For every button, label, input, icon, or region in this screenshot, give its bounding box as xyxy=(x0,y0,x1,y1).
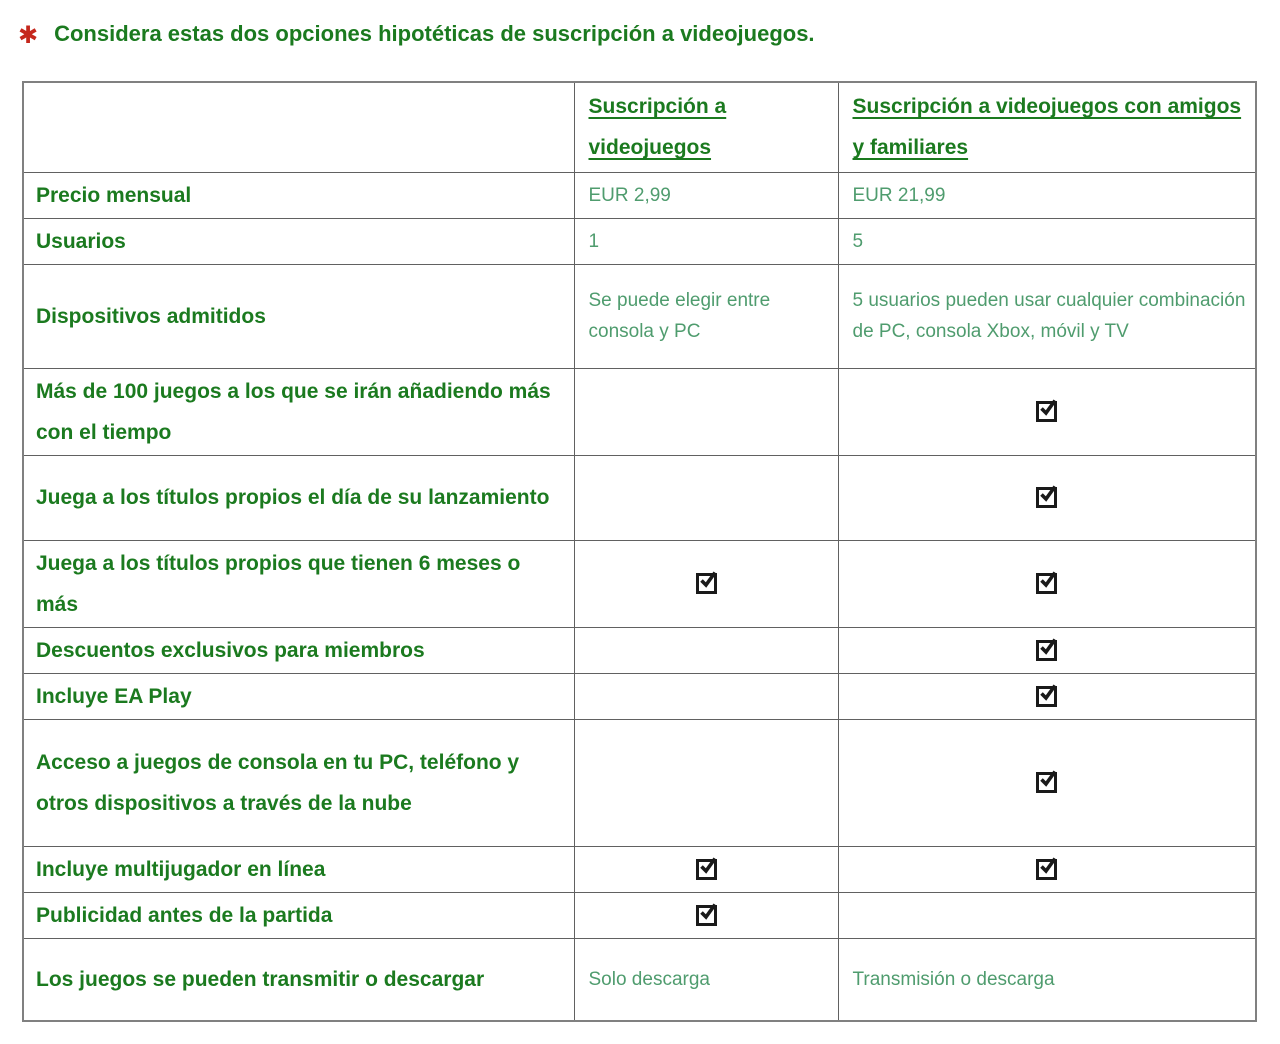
table-row xyxy=(23,846,1256,892)
plan1-cell xyxy=(574,540,838,627)
checked-checkbox-icon xyxy=(1036,859,1057,880)
checked-checkbox-icon xyxy=(696,573,717,594)
row-label: Usuarios xyxy=(23,218,574,264)
plan2-cell xyxy=(838,719,1256,846)
required-asterisk-icon: ✱ xyxy=(18,22,39,49)
plan1-cell xyxy=(574,455,838,540)
plan1-column-header: Suscripción a videojuegos xyxy=(574,82,838,172)
plan1-cell: 1 xyxy=(574,218,838,264)
checked-checkbox-icon xyxy=(1036,640,1057,661)
row-label: Descuentos exclusivos para miembros xyxy=(23,627,574,673)
row-label: Publicidad antes de la partida xyxy=(23,892,574,938)
plan1-cell: Solo descarga xyxy=(574,938,838,1021)
plan1-cell xyxy=(574,673,838,719)
table-row xyxy=(23,172,1256,218)
row-label: Incluye multijugador en línea xyxy=(23,846,574,892)
checked-checkbox-icon xyxy=(1036,686,1057,707)
table-row xyxy=(23,892,1256,938)
plan2-cell: 5 xyxy=(838,218,1256,264)
plan2-cell xyxy=(838,892,1256,938)
table-row xyxy=(23,218,1256,264)
row-label: Más de 100 juegos a los que se irán añadiendo más con el tiempo xyxy=(23,368,574,455)
plan1-cell xyxy=(574,846,838,892)
table-row xyxy=(23,673,1256,719)
plan1-cell: Se puede elegir entre consola y PC xyxy=(574,264,838,368)
plan2-cell xyxy=(838,627,1256,673)
table-row xyxy=(23,719,1256,846)
subscription-comparison-table xyxy=(22,81,1257,1022)
table-row xyxy=(23,627,1256,673)
plan1-cell xyxy=(574,892,838,938)
checked-checkbox-icon xyxy=(1036,487,1057,508)
plan1-cell xyxy=(574,627,838,673)
plan1-cell xyxy=(574,368,838,455)
table-row xyxy=(23,455,1256,540)
plan2-cell xyxy=(838,368,1256,455)
checked-checkbox-icon xyxy=(1036,573,1057,594)
row-label: Dispositivos admitidos xyxy=(23,264,574,368)
row-label: Juega a los títulos propios que tienen 6 meses o más xyxy=(23,540,574,627)
plan2-cell xyxy=(838,455,1256,540)
plan2-cell: EUR 21,99 xyxy=(838,172,1256,218)
checked-checkbox-icon xyxy=(1036,401,1057,422)
plan2-cell: 5 usuarios pueden usar cualquier combinación de PC, consola Xbox, móvil y TV xyxy=(838,264,1256,368)
table-row xyxy=(23,938,1256,1021)
checked-checkbox-icon xyxy=(1036,772,1057,793)
row-label: Acceso a juegos de consola en tu PC, teléfono y otros dispositivos a través de la nube xyxy=(23,719,574,846)
plan2-column-header: Suscripción a videojuegos con amigos y familiares xyxy=(838,82,1256,172)
row-label: Precio mensual xyxy=(23,172,574,218)
question-title: Considera estas dos opciones hipotéticas de suscripción a videojuegos. xyxy=(54,21,815,46)
plan1-cell xyxy=(574,719,838,846)
plan2-cell xyxy=(838,540,1256,627)
checked-checkbox-icon xyxy=(696,905,717,926)
table-row xyxy=(23,264,1256,368)
plan2-cell xyxy=(838,673,1256,719)
row-label: Juega a los títulos propios el día de su lanzamiento xyxy=(23,455,574,540)
plan1-cell: EUR 2,99 xyxy=(574,172,838,218)
corner-header-cell xyxy=(23,82,574,172)
plan2-cell xyxy=(838,846,1256,892)
question-header xyxy=(18,18,1280,51)
row-label: Los juegos se pueden transmitir o descargar xyxy=(23,938,574,1021)
table-header-row xyxy=(23,82,1256,172)
plan2-cell: Transmisión o descarga xyxy=(838,938,1256,1021)
checked-checkbox-icon xyxy=(696,859,717,880)
table-row xyxy=(23,368,1256,455)
row-label: Incluye EA Play xyxy=(23,673,574,719)
table-row xyxy=(23,540,1256,627)
